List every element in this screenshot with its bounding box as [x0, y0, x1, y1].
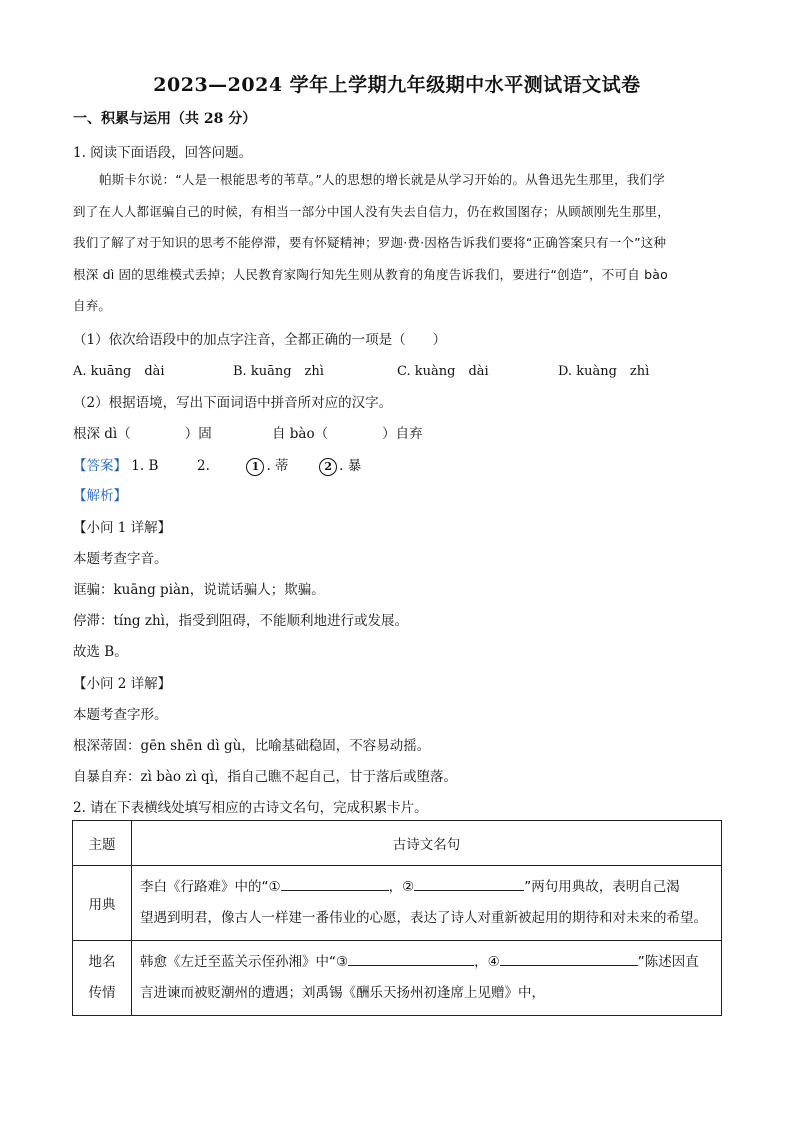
blank-3[interactable] [348, 951, 474, 966]
circled-number-2: 2 [319, 458, 337, 476]
detail-1-line: 停滞：tíng zhì，指受到阻碍，不能顺利地进行或发展。 [73, 613, 408, 629]
row-text: 韩愈《左迁至蓝关示侄孙湘》中“③ [140, 954, 349, 970]
option-a: A. kuāng dài [73, 364, 165, 379]
blank-2[interactable] [414, 876, 524, 891]
row-topic-line: 地名 [88, 954, 116, 970]
detail-2-line: 本题考查字形。 [73, 707, 168, 723]
table-header-row [73, 821, 722, 866]
question-2-stem: 2. 请在下表横线处填写相应的古诗文名句，完成积累卡片。 [73, 800, 428, 816]
answer-2a: . 蒂 [266, 458, 289, 474]
row-content [132, 866, 722, 941]
exam-title: 2023—2024 学年上学期九年级期中水平测试语文试卷 [153, 74, 641, 96]
passage-line: 我们了解了对于知识的思考不能停滞，要有怀疑精神；罗迦·费·因格告诉我们要将“正确答案只有一个”这种 [73, 235, 667, 250]
detail-1-tag: 【小问 1 详解】 [73, 520, 172, 536]
row-text: 望遇到明君，像古人一样建一番伟业的心愿，表达了诗人对重新被起用的期待和对未来的希望。 [140, 910, 707, 926]
passage-line: 自弃。 [73, 298, 112, 313]
row-text: ”陈述因直 [637, 954, 699, 970]
sub-question-2: （2）根据语境，写出下面词语中拼音所对应的汉字。 [73, 395, 393, 411]
detail-2-tag: 【小问 2 详解】 [73, 676, 172, 692]
row-topic-line: 传情 [88, 985, 116, 1001]
row-text: 言进谏而被贬潮州的遭遇；刘禹锡《酬乐天扬州初逢席上见赠》中， [140, 985, 545, 1001]
row-topic [73, 941, 132, 1016]
detail-1-line: 故选 B。 [73, 644, 128, 660]
row-text: ”两句用典故，表明自己渴 [524, 879, 680, 895]
header-topic: 主题 [73, 821, 132, 866]
reading-passage [73, 164, 723, 322]
option-c: C. kuàng dài [397, 364, 489, 379]
answer-2: 2. [196, 458, 210, 474]
answer-1: 1. B [131, 458, 159, 474]
answer-line [73, 454, 361, 476]
detail-1-line: 本题考查字音。 [73, 551, 168, 567]
accumulation-card-table [72, 820, 722, 1016]
table-row [73, 866, 722, 941]
option-b: B. kuāng zhì [233, 364, 324, 379]
sub-question-1: （1）依次给语段中的加点字注音，全都正确的一项是（ ） [73, 332, 447, 348]
answer-2b: . 暴 [339, 458, 362, 474]
detail-2-line: 根深蒂固：gēn shēn dì gù，比喻基础稳固，不容易动摇。 [73, 738, 431, 754]
row-text: ，④ [474, 954, 500, 970]
row-content [132, 941, 722, 1016]
detail-2-line: 自暴自弃：zì bào zì qì，指自己瞧不起自己，甘于落后或堕落。 [73, 769, 458, 785]
section-heading: 一、积累与运用（共 28 分） [73, 111, 257, 127]
passage-line: 到了在人人都诓骗自己的时候，有相当一部分中国人没有失去自信力，仍在救国图存；从顾颉刚先生那里， [73, 203, 670, 219]
blank-4[interactable] [500, 951, 638, 966]
header-content: 古诗文名句 [132, 821, 722, 866]
passage-line: 根深 dì 固的思维模式丢掉；人民教育家陶行知先生则从教育的角度告诉我们，要进行“创造”，不可自 bào [73, 266, 668, 282]
question-1-stem: 1. 阅读下面语段，回答问题。 [73, 145, 253, 161]
analysis-tag: 【解析】 [73, 488, 127, 504]
table-row [73, 941, 722, 1016]
blank-1[interactable] [281, 876, 389, 891]
passage-line: 帕斯卡尔说：“人是一根能思考的苇草。”人的思想的增长就是从学习开始的。从鲁迅先生那里，我们学 [99, 172, 665, 187]
row-text: ，② [388, 879, 415, 895]
detail-1-line: 诓骗：kuāng piàn，说谎话骗人；欺骗。 [73, 582, 325, 598]
fill-blank-1: 根深 dì（ ）固 [73, 426, 212, 442]
row-topic: 用典 [73, 866, 132, 941]
answer-tag: 【答案】 [73, 458, 127, 474]
circled-number-1: 1 [246, 458, 264, 476]
row-text: 李白《行路难》中的“① [140, 879, 281, 895]
fill-blank-2: 自 bào（ ）自弃 [272, 426, 423, 442]
option-d: D. kuàng zhì [558, 364, 650, 379]
